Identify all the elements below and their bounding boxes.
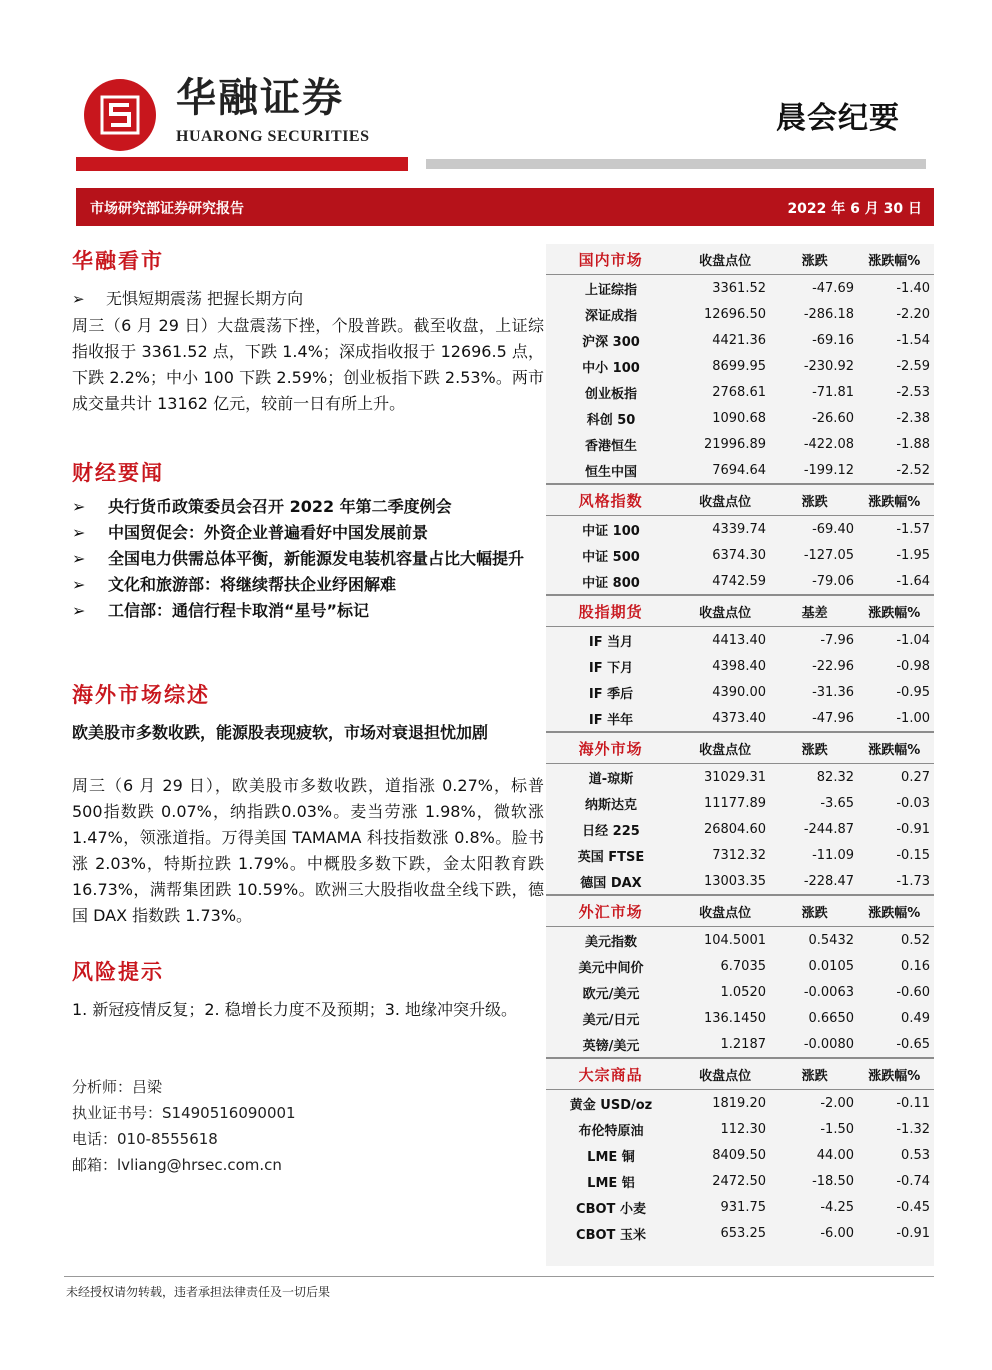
table-row — [546, 764, 934, 790]
close-value: 104.5001 — [703, 932, 766, 948]
section-title-market-view: 华融看市 — [72, 249, 164, 273]
change-percent: 0.52 — [901, 932, 930, 948]
section-name: 国内市场 — [578, 250, 643, 269]
change-percent: -0.65 — [896, 1036, 930, 1052]
section-name: 外汇市场 — [578, 902, 643, 921]
column-header: 涨跌 — [801, 494, 828, 510]
close-value: 4421.36 — [712, 332, 766, 348]
change-percent: -0.91 — [896, 821, 930, 837]
list-item: ➢ 工信部：通信行程卡取消“星号”标记 — [72, 598, 552, 624]
change-percent: 0.27 — [901, 769, 930, 785]
table-row — [546, 790, 934, 816]
section-title-news: 财经要闻 — [72, 461, 164, 485]
change-percent: -1.54 — [896, 332, 930, 348]
change-percent: -2.52 — [896, 462, 930, 478]
table-row — [546, 457, 934, 483]
table-row — [546, 1168, 934, 1194]
change-percent: -0.60 — [896, 984, 930, 1000]
column-header: 涨跌幅% — [868, 253, 921, 269]
change-percent: -0.03 — [896, 795, 930, 811]
close-value: 1819.20 — [712, 1095, 766, 1111]
table-row — [546, 516, 934, 542]
close-value: 112.30 — [720, 1121, 766, 1137]
change-percent: -1.00 — [896, 710, 930, 726]
column-header: 涨跌幅% — [868, 494, 921, 510]
change-percent: -0.15 — [896, 847, 930, 863]
table-row — [546, 301, 934, 327]
column-header: 收盘点位 — [699, 742, 752, 758]
logo-emblem-icon — [99, 94, 141, 136]
row-label: 中小 100 — [582, 360, 640, 376]
table-row — [546, 327, 934, 353]
change-value: -22.96 — [812, 658, 854, 674]
close-value: 2472.50 — [712, 1173, 766, 1189]
change-value: -199.12 — [803, 462, 854, 478]
table-row — [546, 1220, 934, 1246]
table-row — [546, 1031, 934, 1057]
document-type: 晨会纪要 — [776, 101, 900, 136]
row-label: LME 铜 — [587, 1149, 635, 1165]
table-row — [546, 379, 934, 405]
row-label: 纳斯达克 — [584, 797, 637, 813]
column-header: 收盘点位 — [699, 494, 752, 510]
close-value: 6.7035 — [720, 958, 766, 974]
close-value: 4339.74 — [712, 521, 766, 537]
table-section-header — [546, 483, 934, 516]
close-value: 653.25 — [720, 1225, 766, 1241]
table-row — [546, 1142, 934, 1168]
market-data-table — [546, 244, 934, 1266]
change-percent: -1.57 — [896, 521, 930, 537]
table-section-header — [546, 894, 934, 927]
change-percent: -2.20 — [896, 306, 930, 322]
table-row — [546, 405, 934, 431]
list-item: ➢ 全国电力供需总体平衡，新能源发电装机容量占比大幅提升 — [72, 546, 552, 572]
report-date: 2022 年 6 月 30 日 — [787, 201, 922, 217]
table-row — [546, 816, 934, 842]
table-row — [546, 868, 934, 894]
analyst-name: 分析师：吕梁 — [72, 1078, 163, 1096]
row-label: 科创 50 — [586, 412, 636, 428]
close-value: 7312.32 — [712, 847, 766, 863]
arrow-bullet-icon: ➢ — [72, 575, 86, 594]
change-percent: -2.53 — [896, 384, 930, 400]
close-value: 4742.59 — [712, 573, 766, 589]
table-row — [546, 627, 934, 653]
close-value: 6374.30 — [712, 547, 766, 563]
table-row — [546, 953, 934, 979]
change-value: -31.36 — [812, 684, 854, 700]
change-value: 0.0105 — [808, 958, 854, 974]
close-value: 3361.52 — [712, 280, 766, 296]
change-value: -1.50 — [820, 1121, 854, 1137]
change-percent: -0.11 — [896, 1095, 930, 1111]
change-value: -2.00 — [820, 1095, 854, 1111]
column-header: 涨跌幅% — [868, 905, 921, 921]
change-value: -244.87 — [803, 821, 854, 837]
list-item: ➢ 文化和旅游部：将继续帮扶企业纾困解难 — [72, 572, 552, 598]
change-percent: -2.59 — [896, 358, 930, 374]
column-header: 收盘点位 — [699, 253, 752, 269]
arrow-bullet-icon: ➢ — [72, 523, 86, 542]
close-value: 136.1450 — [703, 1010, 766, 1026]
table-row — [546, 568, 934, 594]
table-row — [546, 679, 934, 705]
table-row — [546, 842, 934, 868]
table-row — [546, 353, 934, 379]
table-row — [546, 705, 934, 731]
close-value: 4373.40 — [712, 710, 766, 726]
change-percent: -1.32 — [896, 1121, 930, 1137]
change-percent: -0.91 — [896, 1225, 930, 1241]
column-header: 涨跌幅% — [868, 1068, 921, 1084]
change-value: 44.00 — [816, 1147, 854, 1163]
row-label: CBOT 玉米 — [576, 1227, 646, 1243]
row-label: IF 当月 — [588, 634, 634, 650]
close-value: 8409.50 — [712, 1147, 766, 1163]
change-value: -47.96 — [812, 710, 854, 726]
row-label: 英镑/美元 — [582, 1038, 640, 1054]
table-row — [546, 979, 934, 1005]
row-label: 美元指数 — [584, 934, 637, 950]
table-row — [546, 927, 934, 953]
change-percent: -1.95 — [896, 547, 930, 563]
close-value: 1090.68 — [712, 410, 766, 426]
news-list — [72, 494, 552, 624]
close-value: 31029.31 — [703, 769, 766, 785]
row-label: 德国 DAX — [580, 875, 642, 891]
change-percent: 0.16 — [901, 958, 930, 974]
close-value: 26804.60 — [703, 821, 766, 837]
change-percent: -1.40 — [896, 280, 930, 296]
change-value: -79.06 — [812, 573, 854, 589]
change-value: 82.32 — [816, 769, 854, 785]
section-name: 海外市场 — [578, 739, 643, 758]
close-value: 12696.50 — [703, 306, 766, 322]
close-value: 13003.35 — [703, 873, 766, 889]
change-percent: -0.95 — [896, 684, 930, 700]
change-value: -286.18 — [803, 306, 854, 322]
table-row — [546, 275, 934, 301]
brand-name-cn: 华融证券 — [176, 74, 344, 121]
department-label: 市场研究部证券研究报告 — [90, 201, 244, 217]
change-percent: -1.73 — [896, 873, 930, 889]
market-view-paragraph: 周三（6 月 29 日）大盘震荡下挫，个股普跌。截至收盘，上证综指收报于 3361.52 点，下跌 1.4%；深成指收报于 12696.5 点，下跌 2.2%；中小 100 下跌 2.59%；创业板指下跌 2.53%。两市成交量共计 13162 亿元，较前一日有所上升。 — [72, 316, 544, 413]
table-section-header — [546, 1057, 934, 1090]
brand-name-en: HUARONG SECURITIES — [176, 128, 370, 145]
row-label: 恒生中国 — [584, 464, 637, 480]
row-label: 日经 225 — [582, 823, 640, 839]
close-value: 11177.89 — [703, 795, 766, 811]
section-name: 大宗商品 — [578, 1065, 643, 1084]
change-value: -422.08 — [803, 436, 854, 452]
arrow-bullet-icon: ➢ — [72, 549, 86, 568]
row-label: 中证 100 — [582, 523, 640, 539]
change-value: -18.50 — [812, 1173, 854, 1189]
change-value: -71.81 — [812, 384, 854, 400]
overseas-paragraph: 周三（6 月 29 日），欧美股市多数收跌，道指涨 0.27%，标普500指数跌 0.07%，纳指跌0.03%。麦当劳涨 1.98%，微软涨 1.47%，领涨道指。万得美国 TAMAMA 科技指数涨 0.8%。脸书涨 2.03%，特斯拉跌 1.79%。中概股多数下跌，金太阳教育跌 16.73%，满帮集团跌 10.59%。欧洲三大股指收盘全线下跌，德国 DAX 指数跌 1.73%。 — [72, 776, 544, 925]
table-section-header — [546, 594, 934, 627]
close-value: 4390.00 — [712, 684, 766, 700]
close-value: 7694.64 — [712, 462, 766, 478]
close-value: 4413.40 — [712, 632, 766, 648]
row-label: 香港恒生 — [584, 438, 637, 454]
change-value: -3.65 — [820, 795, 854, 811]
column-header: 涨跌 — [801, 905, 828, 921]
close-value: 2768.61 — [712, 384, 766, 400]
row-label: IF 下月 — [588, 660, 634, 676]
table-row — [546, 1005, 934, 1031]
column-header: 涨跌幅% — [868, 742, 921, 758]
change-value: -11.09 — [812, 847, 854, 863]
change-value: -127.05 — [803, 547, 854, 563]
column-header: 收盘点位 — [699, 905, 752, 921]
column-header: 收盘点位 — [699, 605, 752, 621]
row-label: 黄金 USD/oz — [569, 1097, 653, 1113]
list-item: ➢ 央行货币政策委员会召开 2022 年第二季度例会 — [72, 494, 552, 520]
change-value: -26.60 — [812, 410, 854, 426]
close-value: 4398.40 — [712, 658, 766, 674]
risk-text: 1. 新冠疫情反复；2. 稳增长力度不及预期；3. 地缘冲突升级。 — [72, 1000, 518, 1019]
close-value: 8699.95 — [712, 358, 766, 374]
analyst-email[interactable]: 邮箱：lvliang@hrsec.com.cn — [72, 1156, 282, 1174]
row-label: 英国 FTSE — [577, 849, 645, 865]
change-value: 0.5432 — [808, 932, 854, 948]
change-value: -69.16 — [812, 332, 854, 348]
section-name: 风格指数 — [578, 491, 643, 510]
change-value: -4.25 — [820, 1199, 854, 1215]
row-label: 欧元/美元 — [582, 986, 640, 1002]
arrow-bullet-icon: ➢ — [72, 290, 85, 308]
section-name: 股指期货 — [578, 602, 643, 621]
table-row — [546, 1116, 934, 1142]
row-label: 中证 800 — [582, 575, 640, 591]
table-section-header — [546, 244, 934, 275]
column-header: 涨跌 — [801, 1068, 828, 1084]
change-value: -0.0080 — [803, 1036, 854, 1052]
row-label: IF 半年 — [588, 712, 634, 728]
change-value: -69.40 — [812, 521, 854, 537]
close-value: 931.75 — [720, 1199, 766, 1215]
headline-text: 无惧短期震荡 把握长期方向 — [106, 289, 304, 308]
change-percent: 0.53 — [901, 1147, 930, 1163]
table-row — [546, 653, 934, 679]
table-row — [546, 542, 934, 568]
close-value: 1.2187 — [720, 1036, 766, 1052]
footer-divider — [64, 1276, 934, 1277]
column-header: 基差 — [801, 605, 828, 621]
table-section-header — [546, 731, 934, 764]
row-label: 中证 500 — [582, 549, 640, 565]
change-value: 0.6650 — [808, 1010, 854, 1026]
change-value: -228.47 — [803, 873, 854, 889]
table-row — [546, 1090, 934, 1116]
change-value: -0.0063 — [803, 984, 854, 1000]
table-row — [546, 1194, 934, 1220]
header-divider-red — [76, 157, 408, 171]
row-label: 深证成指 — [584, 308, 637, 324]
row-label: 道-琼斯 — [588, 771, 634, 787]
row-label: 美元中间价 — [578, 960, 644, 976]
change-percent: -0.45 — [896, 1199, 930, 1215]
close-value: 1.0520 — [720, 984, 766, 1000]
analyst-cert: 执业证书号：S1490516090001 — [72, 1104, 296, 1122]
arrow-bullet-icon: ➢ — [72, 601, 86, 620]
row-label: LME 铝 — [587, 1175, 635, 1191]
column-header: 收盘点位 — [699, 1068, 752, 1084]
change-percent: -1.04 — [896, 632, 930, 648]
change-percent: -1.64 — [896, 573, 930, 589]
arrow-bullet-icon: ➢ — [72, 497, 86, 516]
header-divider-gray — [426, 159, 926, 169]
change-percent: 0.49 — [901, 1010, 930, 1026]
change-value: -47.69 — [812, 280, 854, 296]
footer-disclaimer: 未经授权请勿转载，违者承担法律责任及一切后果 — [66, 1285, 331, 1299]
list-item: ➢ 中国贸促会：外资企业普遍看好中国发展前景 — [72, 520, 552, 546]
section-title-risk: 风险提示 — [72, 960, 164, 984]
row-label: 美元/日元 — [582, 1012, 640, 1028]
change-percent: -0.74 — [896, 1173, 930, 1189]
market-view-headline — [72, 286, 303, 312]
section-title-overseas: 海外市场综述 — [72, 683, 210, 707]
change-percent: -2.38 — [896, 410, 930, 426]
change-value: -230.92 — [803, 358, 854, 374]
column-header: 涨跌幅% — [868, 605, 921, 621]
change-value: -6.00 — [820, 1225, 854, 1241]
analyst-phone: 电话：010-8555618 — [72, 1130, 218, 1148]
close-value: 21996.89 — [703, 436, 766, 452]
table-row — [546, 431, 934, 457]
row-label: 沪深 300 — [582, 334, 640, 350]
column-header: 涨跌 — [801, 742, 828, 758]
row-label: CBOT 小麦 — [576, 1201, 646, 1217]
overseas-subhead: 欧美股市多数收跌，能源股表现疲软，市场对衰退担忧加剧 — [72, 723, 489, 742]
column-header: 涨跌 — [801, 253, 828, 269]
row-label: 上证综指 — [584, 282, 637, 298]
change-percent: -1.88 — [896, 436, 930, 452]
row-label: 布伦特原油 — [578, 1123, 644, 1139]
row-label: IF 季后 — [588, 686, 634, 702]
change-percent: -0.98 — [896, 658, 930, 674]
row-label: 创业板指 — [584, 386, 637, 402]
change-value: -7.96 — [820, 632, 854, 648]
